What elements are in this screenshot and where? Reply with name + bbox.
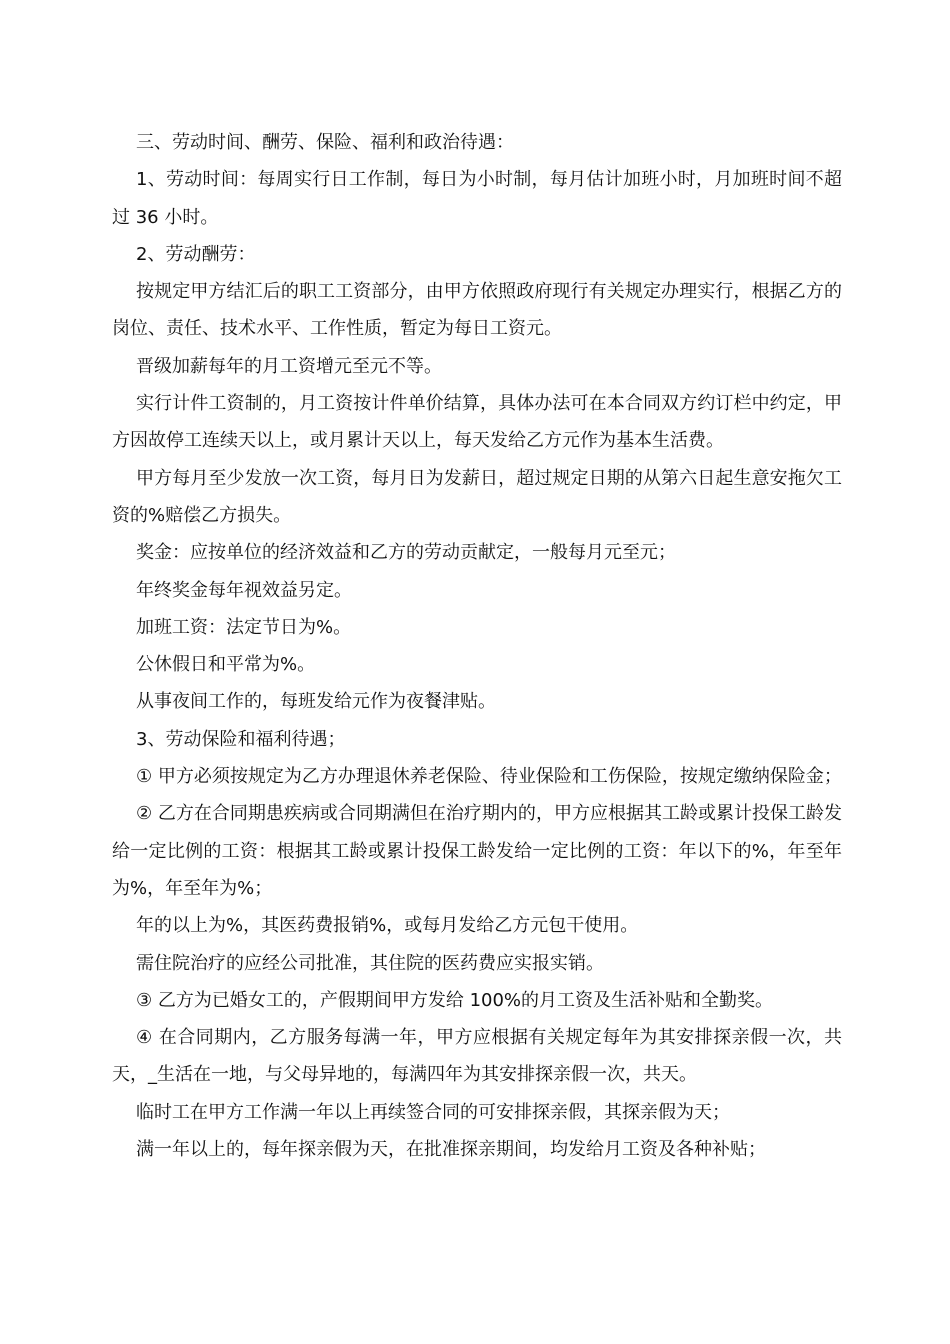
paragraph-bonus: 奖金：应按单位的经济效益和乙方的劳动贡献定，一般每月元至元； xyxy=(136,542,676,564)
subheading-insurance-welfare: 3、劳动保险和福利待遇； xyxy=(136,728,346,750)
paragraph-piece-rate: 实行计件工资制的，月工资按计件单价结算，具体办法可在本合同双方约订栏中约定，甲方因故停工连续天以上，或月累计天以上，每天发给乙方元作为基本生活费。 xyxy=(112,393,842,452)
paragraph-sick-pay: ② 乙方在合同期患疾病或合同期满但在治疗期内的，甲方应根据其工龄或累计投保工龄发给一定比例的工资：根据其工龄或累计投保工龄发给一定比例的工资：年以下的%，年至年为%，年至年为%； xyxy=(112,803,842,899)
paragraph-payday: 甲方每月至少发放一次工资，每月日为发薪日，超过规定日期的从第六日起生意安拖欠工资的%赔偿乙方损失。 xyxy=(112,467,842,526)
paragraph-night-allowance: 从事夜间工作的，每班发给元作为夜餐津贴。 xyxy=(136,691,496,713)
paragraph-maternity-leave: ③ 乙方为已婚女工的，产假期间甲方发给 100%的月工资及生活补贴和全勤奖。 xyxy=(136,989,774,1011)
paragraph-temp-worker-leave: 临时工在甲方工作满一年以上再续签合同的可安排探亲假，其探亲假为天； xyxy=(136,1101,730,1123)
paragraph-year-end-bonus: 年终奖金每年视效益另定。 xyxy=(136,579,352,601)
paragraph-overtime-weekend: 公休假日和平常为%。 xyxy=(136,654,316,676)
paragraph-work-hours: 1、劳动时间：每周实行日工作制，每日为小时制，每月估计加班小时，月加班时间不超过 36 小时。 xyxy=(112,169,842,228)
paragraph-medical-expense: 年的以上为%，其医药费报销%，或每月发给乙方元包干使用。 xyxy=(136,915,639,937)
document-body xyxy=(112,124,842,1168)
paragraph-promotion-raise: 晋级加薪每年的月工资增元至元不等。 xyxy=(136,355,442,377)
paragraph-annual-home-leave: 满一年以上的，每年探亲假为天，在批准探亲期间，均发给月工资及各种补贴； xyxy=(136,1139,766,1161)
subheading-remuneration: 2、劳动酬劳： xyxy=(136,243,256,265)
paragraph-hospitalization: 需住院治疗的应经公司批准，其住院的医药费应实报实销。 xyxy=(136,952,604,974)
paragraph-wage-rule: 按规定甲方结汇后的职工工资部分，由甲方依照政府现行有关规定办理实行，根据乙方的岗位、责任、技术水平、工作性质，暂定为每日工资元。 xyxy=(112,281,842,340)
paragraph-home-leave: ④ 在合同期内，乙方服务每满一年，甲方应根据有关规定每年为其安排探亲假一次，共天，_生活在一地，与父母异地的，每满四年为其安排探亲假一次，共天。 xyxy=(112,1027,842,1086)
section-heading: 三、劳动时间、酬劳、保险、福利和政治待遇： xyxy=(136,132,514,153)
paragraph-overtime-holiday: 加班工资：法定节日为%。 xyxy=(136,616,352,638)
paragraph-insurance: ① 甲方必须按规定为乙方办理退休养老保险、待业保险和工伤保险，按规定缴纳保险金； xyxy=(136,766,842,788)
